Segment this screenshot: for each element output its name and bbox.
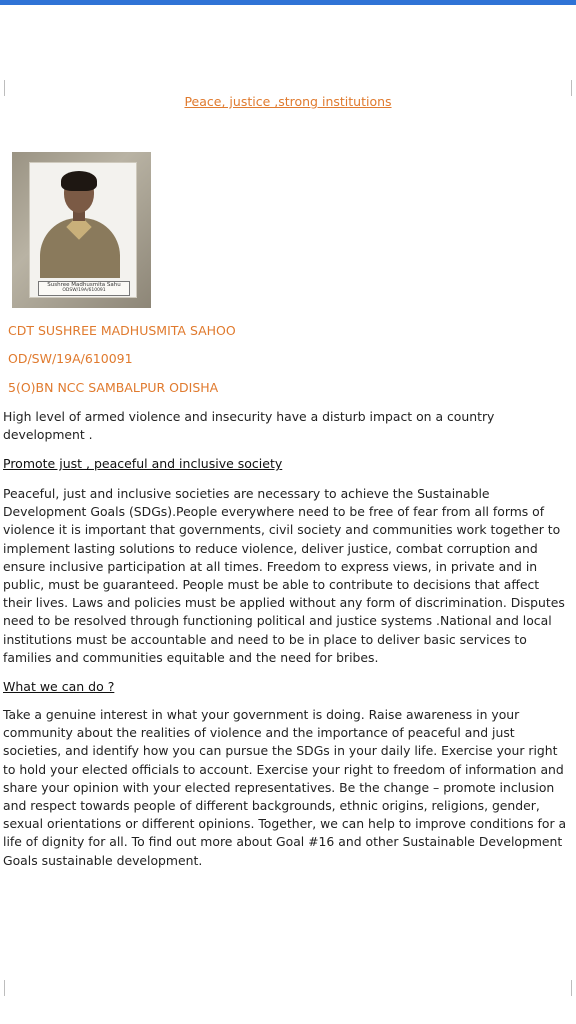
section-body-what-we-can-do: Take a genuine interest in what your government is doing. Raise awareness in your community about the realities of violence and the importance of peaceful and just societies, and identify how you can pursue the SDGs in your daily life. Exercise your right to hold your elected officials to account. Exercise your right to freedom of information and share your opinion with your elected representatives. Be the change – promote inclusion and respect towards people of different backgrounds, ethnic origins, religions, gender, sexual orientations or different opinions. Together, we can help to improve conditions for a life of dignity for all. To find out more about Goal #16 and other Sustainable Development Goals sustainable development. (3, 707, 567, 868)
margin-mark-bottom-right (571, 980, 572, 996)
top-accent-bar (0, 0, 576, 5)
cadet-unit: 5(O)BN NCC SAMBALPUR ODISHA (8, 380, 219, 395)
page-title: Peace, justice ,strong institutions (184, 94, 392, 109)
photo-caption-id: ODSW/19A/610091 (62, 288, 106, 293)
intro-paragraph: High level of armed violence and insecurity have a disturb impact on a country development . (3, 409, 495, 443)
section-heading-what-we-can-do: What we can do ? (3, 679, 115, 694)
photo-print (29, 162, 137, 298)
cadet-photo (12, 152, 151, 308)
cadet-id: OD/SW/19A/610091 (8, 351, 133, 366)
photo-caption (38, 281, 130, 296)
photo-hair (61, 171, 97, 191)
section-body-promote: Peaceful, just and inclusive societies are necessary to achieve the Sustainable Development Goals (SDGs).People everywhere need to be free of fear from all forms of violence it is important that governments, civil society and communities work together to implement lasting solutions to reduce violence, deliver justice, combat corruption and ensure inclusive participation at all times. Freedom to express views, in private and in public, must be guaranteed. People must be able to contribute to decisions that affect their lives. Laws and policies must be applied without any form of discrimination. Disputes need to be resolved through functioning political and justice systems .National and local institutions must be accountable and need to be in place to deliver basic services to families and communities equitable and the need for bribes. (3, 486, 565, 665)
cadet-name: CDT SUSHREE MADHUSMITA SAHOO (8, 323, 236, 338)
margin-mark-bottom-left (4, 980, 5, 996)
photo-caption-name: Sushree Madhusmita Sahu (47, 282, 121, 288)
section-heading-promote: Promote just , peaceful and inclusive society (3, 456, 283, 471)
